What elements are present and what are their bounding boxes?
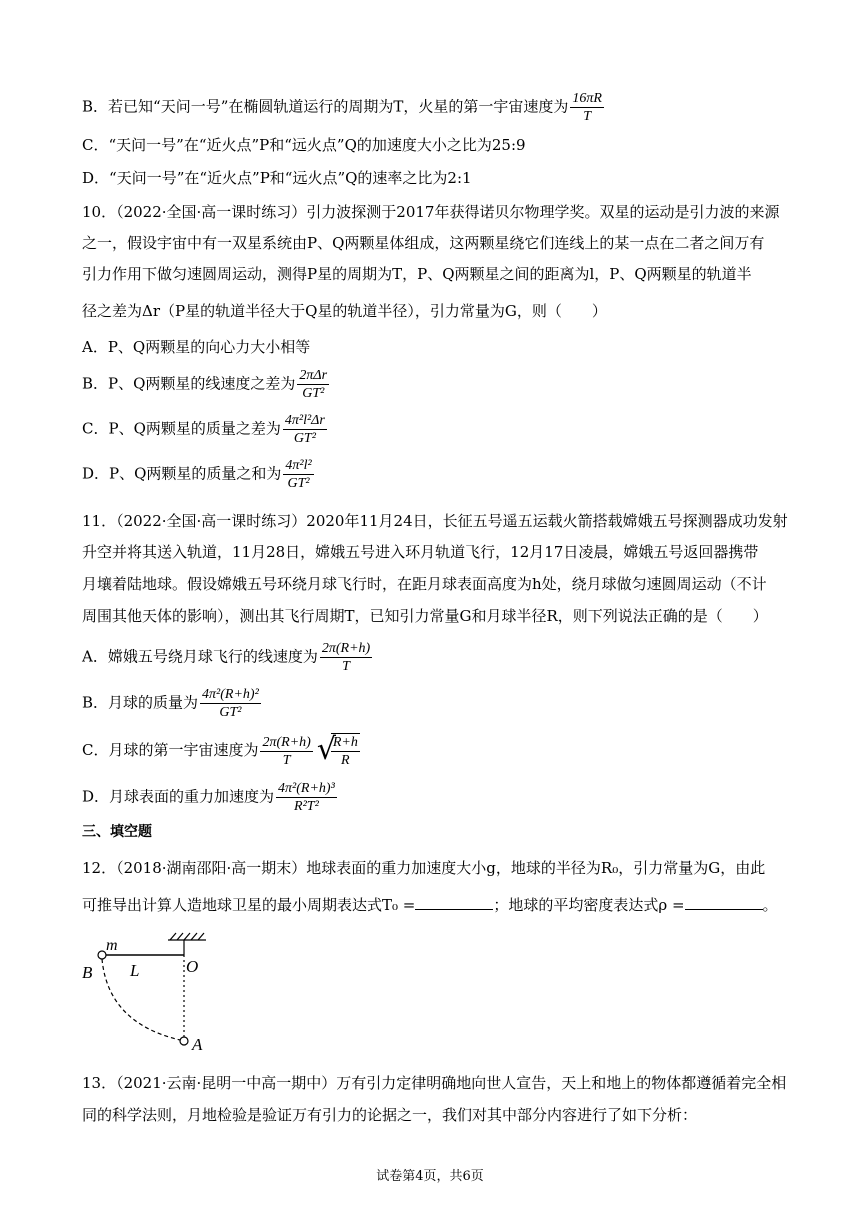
q9-option-b-fraction <box>570 90 604 125</box>
q12-stem-line2-end: 。 <box>762 896 778 914</box>
q10-option-b-text: B．P、Q两颗星的线速度之差为 <box>82 374 296 393</box>
label-l: L <box>130 961 140 980</box>
q10-option-d-denominator: GT² <box>287 476 310 491</box>
q10-option-b-denominator: GT² <box>302 386 325 401</box>
ball-position-b <box>98 951 106 959</box>
ball-position-a <box>180 1037 188 1045</box>
q11-option-c-text: C．月球的第一宇宙速度为 <box>82 741 259 759</box>
q11-option-c <box>82 733 360 769</box>
q12-answer-blank-density[interactable] <box>685 895 763 910</box>
q9-option-c: C．“天问一号”在“近火点”P和“远火点”Q的加速度大小之比为25:9 <box>82 136 526 154</box>
q11-option-c-numerator: 2π(R+h) <box>262 734 311 750</box>
label-m: m <box>106 937 118 954</box>
q11-option-b-fraction <box>200 686 261 721</box>
q11-option-a-fraction <box>320 640 372 675</box>
q11-option-d-numerator: 4π²(R+h)³ <box>278 781 335 796</box>
q12-answer-blank-period[interactable] <box>415 895 493 910</box>
q11-option-d-text: D．月球表面的重力加速度为 <box>82 787 275 806</box>
q10-option-d-text: D．P、Q两颗星的质量之和为 <box>82 464 282 483</box>
q10-stem-line3: 引力作用下做匀速圆周运动，测得P星的周期为T，P、Q两颗星之间的距离为l，P、Q两颗星的轨道半 <box>82 265 752 283</box>
q9-option-d: D．“天问一号”在“近火点”P和“远火点”Q的速率之比为2:1 <box>82 169 472 187</box>
q13-stem-line2: 同的科学法则，月地检验是验证万有引力的论据之一，我们对其中部分内容进行了如下分析： <box>82 1106 698 1124</box>
ceiling-hatch <box>168 933 206 940</box>
q11-option-c-denominator: T <box>282 752 291 768</box>
q11-stem-line4: 周围其他天体的影响），测出其飞行周期T，已知引力常量G和月球半径R，则下列说法正确的是（ ） <box>82 607 768 625</box>
q11-option-d-denominator: R²T² <box>294 799 319 814</box>
q11-stem-line1: 11．（2022·全国·高一课时练习）2020年11月24日，长征五号遥五运载火箭搭载嫦娥五号探测器成功发射 <box>82 512 788 530</box>
q12-stem-line1: 12．（2018·湖南邵阳·高一期末）地球表面的重力加速度大小g，地球的半径为R₀，引力常量为G，由此 <box>82 859 766 877</box>
q9-option-b <box>82 90 606 125</box>
q10-option-d-fraction <box>283 457 313 492</box>
q11-option-c-sqrt-denominator: R <box>341 753 350 768</box>
q10-option-b <box>82 367 331 402</box>
q10-stem-line2: 之一，假设宇宙中有一双星系统由P、Q两颗星体组成，这两颗星绕它们连线上的某一点在二者之间万有 <box>82 234 765 252</box>
q10-option-b-fraction <box>297 367 329 402</box>
q10-option-a: A．P、Q两颗星的向心力大小相等 <box>82 338 311 356</box>
q10-option-c-numerator: 4π²l²Δr <box>284 413 325 428</box>
q11-option-b <box>82 686 263 721</box>
q11-option-a-denominator: T <box>342 659 350 674</box>
q12-stem-line2 <box>82 895 778 915</box>
q9-option-b-numerator: 16πR <box>572 91 602 106</box>
label-a: A <box>192 1035 203 1053</box>
q10-option-c-fraction <box>283 412 327 447</box>
q11-stem-line2: 升空并将其送入轨道，11月28日，嫦娥五号进入环月轨道飞行，12月17日凌晨，嫦娥五号返回器携带 <box>82 543 759 561</box>
q13-stem-line1: 13．（2021·云南·昆明一中高一期中）万有引力定律明确地向世人宣告，天上和地上的物体都遵循着完全相 <box>82 1074 787 1092</box>
q9-option-b-denominator: T <box>583 109 592 124</box>
q11-stem-line3: 月壤着陆地球。假设嫦娥五号环绕月球飞行时，在距月球表面高度为h处，绕月球做匀速圆周运动（不计 <box>82 575 767 593</box>
section-heading-fill-in: 三、填空题 <box>82 824 152 840</box>
q10-option-b-numerator: 2πΔr <box>299 368 328 383</box>
q10-option-d <box>82 457 316 492</box>
q11-option-d <box>82 780 339 815</box>
q12-stem-line2-part2: ；地球的平均密度表达式ρ = <box>493 896 685 914</box>
q11-option-c-sqrt <box>319 733 360 769</box>
q11-option-a <box>82 640 374 675</box>
pendulum-figure <box>78 928 218 1053</box>
label-b: B <box>82 963 93 982</box>
q12-stem-line2-part1: 可推导出计算人造地球卫星的最小周期表达式T₀ = <box>82 896 416 914</box>
page-footer: 试卷第4页，共6页 <box>376 1169 484 1184</box>
q11-option-a-numerator: 2π(R+h) <box>321 641 371 656</box>
label-o: O <box>186 957 199 976</box>
q10-stem-line4: 径之差为Δr（P星的轨道半径大于Q星的轨道半径），引力常量为G，则（ ） <box>82 302 607 320</box>
q11-option-b-denominator: GT² <box>219 705 242 720</box>
q10-option-c-denominator: GT² <box>293 431 316 446</box>
q10-option-d-numerator: 4π²l² <box>285 458 312 473</box>
q11-option-c-sqrt-numerator: √ R+h <box>332 735 358 750</box>
q9-option-b-text: B．若已知“天问一号”在椭圆轨道运行的周期为T，火星的第一宇宙速度为 <box>82 97 569 116</box>
q10-option-c-text: C．P、Q两颗星的质量之差为 <box>82 419 281 438</box>
q11-option-a-text: A．嫦娥五号绕月球飞行的线速度为 <box>82 647 318 666</box>
q10-stem-line1: 10．（2022·全国·高一课时练习）引力波探测于2017年获得诺贝尔物理学奖。双星的运动是引力波的来源 <box>82 203 780 221</box>
q11-option-b-text: B．月球的质量为 <box>82 693 199 712</box>
q11-option-c-fraction <box>260 734 312 769</box>
q11-option-b-numerator: 4π²(R+h)² <box>202 687 259 702</box>
q11-option-d-fraction <box>276 780 337 815</box>
swing-arc <box>102 959 180 1040</box>
q10-option-c <box>82 412 329 447</box>
